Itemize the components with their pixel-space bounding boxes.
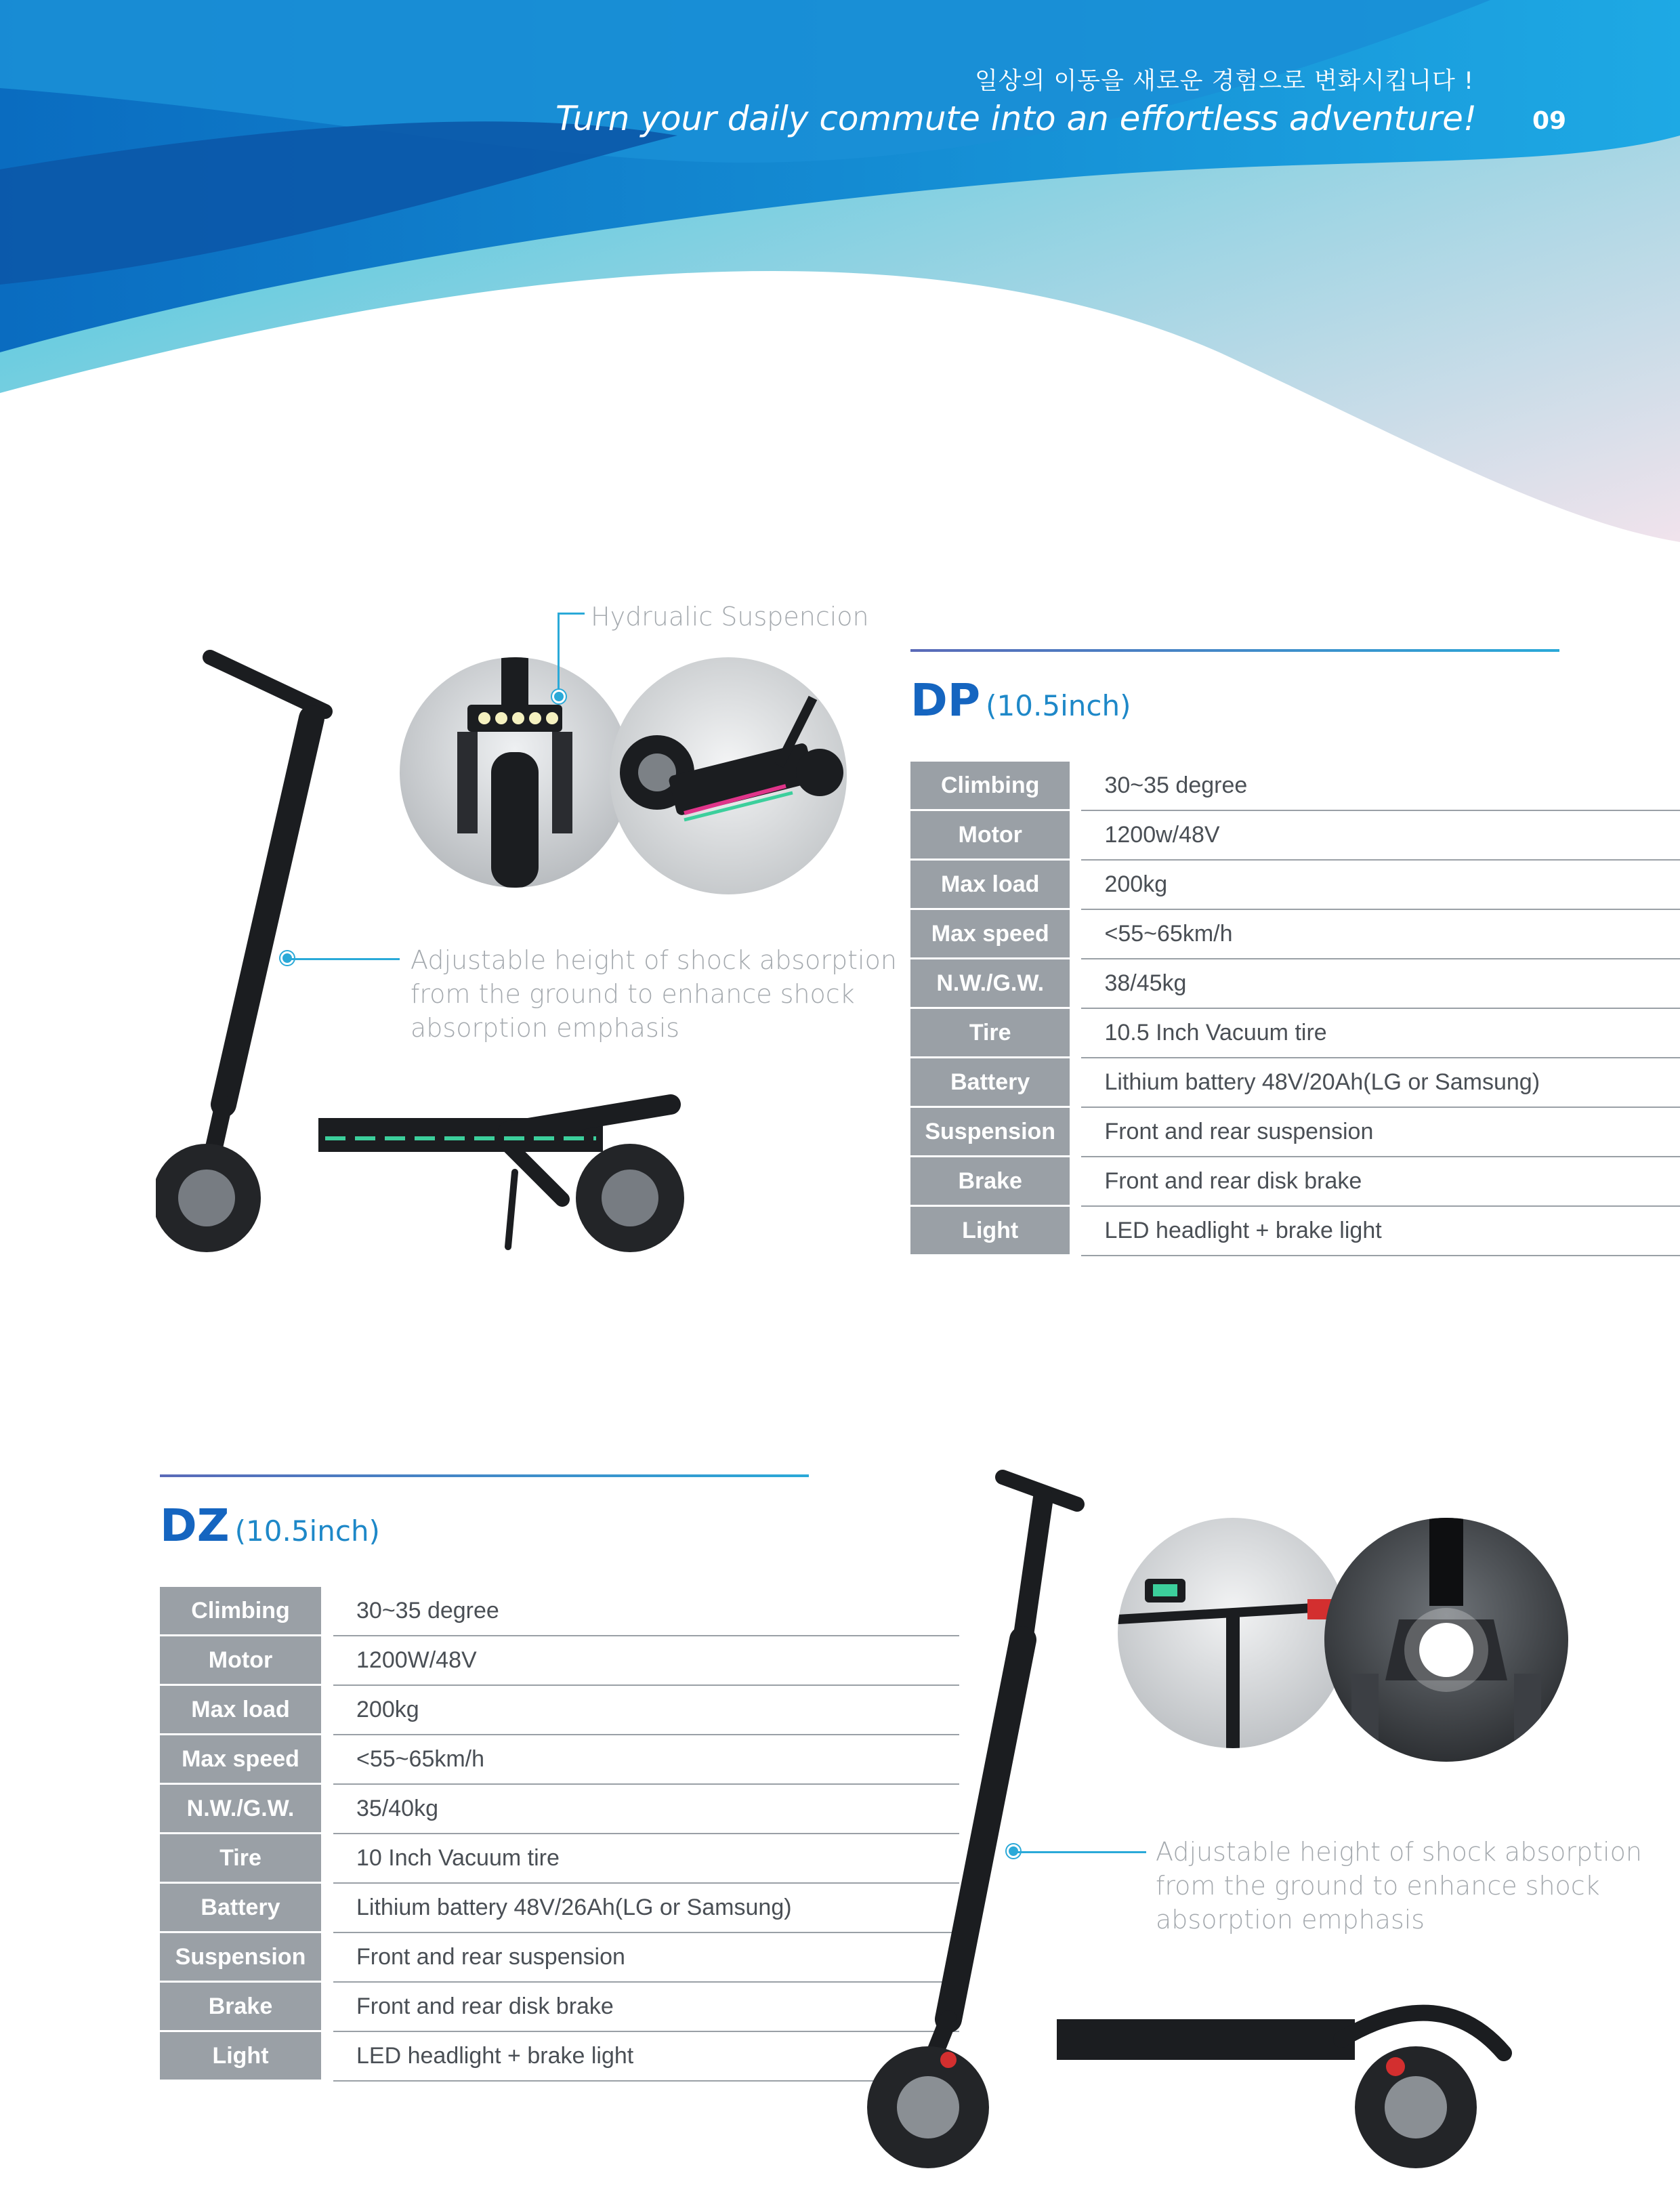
dp-spec-value: Front and rear disk brake	[1081, 1157, 1680, 1207]
dp-spec-gap	[1070, 1009, 1081, 1058]
dp-spec-value: 200kg	[1081, 861, 1680, 910]
dp-spec-label: Suspension	[910, 1108, 1070, 1157]
dz-spec-row	[160, 2032, 959, 2082]
dp-title-rule	[910, 649, 1559, 652]
dp-spec-label: Battery	[910, 1058, 1070, 1108]
dp-spec-row	[910, 910, 1680, 959]
dp-spec-row	[910, 1207, 1680, 1256]
dp-spec-gap	[1070, 959, 1081, 1009]
dz-spec-label: Light	[160, 2032, 321, 2082]
dp-spec-row	[910, 1108, 1680, 1157]
dp-spec-label: Max load	[910, 861, 1070, 910]
dp-spec-row	[910, 1009, 1680, 1058]
page-number: 09	[1532, 107, 1567, 135]
dp-spec-row	[910, 959, 1680, 1009]
dz-spec-label: Tire	[160, 1834, 321, 1884]
dp-height-callout-line	[291, 958, 400, 960]
dz-spec-table	[160, 1587, 959, 2082]
dz-spec-value: Lithium battery 48V/26Ah(LG or Samsung)	[333, 1884, 959, 1933]
dz-model-title	[160, 1500, 380, 1552]
dz-title-rule	[160, 1474, 809, 1477]
dp-suspension-callout-line	[558, 613, 560, 691]
dp-led-deck-detail-image	[610, 657, 847, 894]
dz-spec-value: 200kg	[333, 1686, 959, 1735]
dp-spec-value: <55~65km/h	[1081, 910, 1680, 959]
dp-spec-gap	[1070, 1207, 1081, 1256]
dp-spec-label: Max speed	[910, 910, 1070, 959]
dp-suspension-detail-image	[400, 657, 630, 888]
dp-spec-gap	[1070, 811, 1081, 861]
dp-spec-value: 38/45kg	[1081, 959, 1680, 1009]
dp-spec-gap	[1070, 1157, 1081, 1207]
dz-spec-label: N.W./G.W.	[160, 1785, 321, 1834]
dz-spec-row	[160, 1834, 959, 1884]
dz-handlebar-detail-image	[1118, 1518, 1348, 1748]
dz-spec-gap	[321, 1933, 333, 1983]
dz-spec-row	[160, 1686, 959, 1735]
dp-spec-gap	[1070, 1108, 1081, 1157]
dp-spec-row	[910, 1157, 1680, 1207]
header-tagline-english: Turn your daily commute into an effortless adventure!	[555, 99, 1477, 138]
dz-spec-gap	[321, 1983, 333, 2032]
dz-height-callout-line2: from the ground to enhance shock	[1156, 1871, 1600, 1901]
dz-model-name: DZ	[160, 1500, 230, 1552]
dp-spec-value: 1200w/48V	[1081, 811, 1680, 861]
dz-spec-label: Climbing	[160, 1587, 321, 1636]
dp-height-callout-line3: absorption emphasis	[411, 1013, 680, 1043]
dz-spec-gap	[321, 1587, 333, 1636]
dp-height-callout-line1: Adjustable height of shock absorption	[411, 945, 897, 975]
dz-height-callout-line3: absorption emphasis	[1156, 1905, 1425, 1935]
dz-spec-label: Max speed	[160, 1735, 321, 1785]
dz-spec-value: 30~35 degree	[333, 1587, 959, 1636]
dp-height-callout-line2: from the ground to enhance shock	[411, 979, 855, 1009]
dz-spec-value: 1200W/48V	[333, 1636, 959, 1686]
dz-spec-row	[160, 1884, 959, 1933]
dp-spec-value: 30~35 degree	[1081, 762, 1680, 811]
dz-spec-label: Suspension	[160, 1933, 321, 1983]
dz-spec-value: 35/40kg	[333, 1785, 959, 1834]
dz-height-callout	[1156, 1835, 1642, 1937]
dz-spec-label: Max load	[160, 1686, 321, 1735]
dz-spec-gap	[321, 1834, 333, 1884]
dp-spec-label: Light	[910, 1207, 1070, 1256]
dp-spec-table	[910, 762, 1680, 1256]
dp-spec-value: 10.5 Inch Vacuum tire	[1081, 1009, 1680, 1058]
dz-spec-gap	[321, 1636, 333, 1686]
dp-spec-gap	[1070, 910, 1081, 959]
dz-spec-row	[160, 1983, 959, 2032]
dp-suspension-callout-dot	[552, 690, 566, 703]
dp-spec-gap	[1070, 1058, 1081, 1108]
dz-model-size: (10.5inch)	[234, 1514, 380, 1548]
dp-height-callout	[411, 943, 897, 1045]
dp-spec-row	[910, 861, 1680, 910]
dz-spec-gap	[321, 1785, 333, 1834]
dz-height-callout-line	[1017, 1851, 1146, 1853]
dp-spec-gap	[1070, 861, 1081, 910]
dz-spec-row	[160, 1785, 959, 1834]
dz-spec-gap	[321, 1686, 333, 1735]
header-tagline-korean: 일상의 이동을 새로운 경험으로 변화시킵니다 !	[974, 68, 1474, 95]
dz-spec-row	[160, 1735, 959, 1785]
dp-spec-label: Tire	[910, 1009, 1070, 1058]
dp-spec-row	[910, 1058, 1680, 1108]
dp-spec-label: Brake	[910, 1157, 1070, 1207]
dp-model-title	[910, 674, 1131, 726]
dp-spec-value: Lithium battery 48V/20Ah(LG or Samsung)	[1081, 1058, 1680, 1108]
dp-spec-value: Front and rear suspension	[1081, 1108, 1680, 1157]
dp-model-size: (10.5inch)	[986, 689, 1131, 722]
dz-spec-label: Brake	[160, 1983, 321, 2032]
dp-spec-row	[910, 762, 1680, 811]
dz-spec-value: LED headlight + brake light	[333, 2032, 959, 2082]
dz-spec-gap	[321, 2032, 333, 2082]
dz-spec-value: 10 Inch Vacuum tire	[333, 1834, 959, 1884]
dz-spec-value: Front and rear suspension	[333, 1933, 959, 1983]
dz-height-callout-line1: Adjustable height of shock absorption	[1156, 1837, 1642, 1867]
dz-spec-gap	[321, 1735, 333, 1785]
dz-spec-value: Front and rear disk brake	[333, 1983, 959, 2032]
dz-spec-label: Battery	[160, 1884, 321, 1933]
dp-spec-label: Motor	[910, 811, 1070, 861]
dp-spec-value: LED headlight + brake light	[1081, 1207, 1680, 1256]
dz-spec-gap	[321, 1884, 333, 1933]
dp-spec-label: Climbing	[910, 762, 1070, 811]
dz-spec-label: Motor	[160, 1636, 321, 1686]
dz-spec-row	[160, 1636, 959, 1686]
dz-headlight-detail-image	[1324, 1518, 1568, 1762]
dp-spec-row	[910, 811, 1680, 861]
dp-suspension-callout: Hydrualic Suspencion	[591, 602, 869, 632]
dp-model-name: DP	[910, 674, 981, 726]
dz-spec-row	[160, 1933, 959, 1983]
dz-spec-value: <55~65km/h	[333, 1735, 959, 1785]
dz-spec-row	[160, 1587, 959, 1636]
dp-spec-label: N.W./G.W.	[910, 959, 1070, 1009]
dp-suspension-callout-line-h	[558, 613, 585, 615]
dp-spec-gap	[1070, 762, 1081, 811]
